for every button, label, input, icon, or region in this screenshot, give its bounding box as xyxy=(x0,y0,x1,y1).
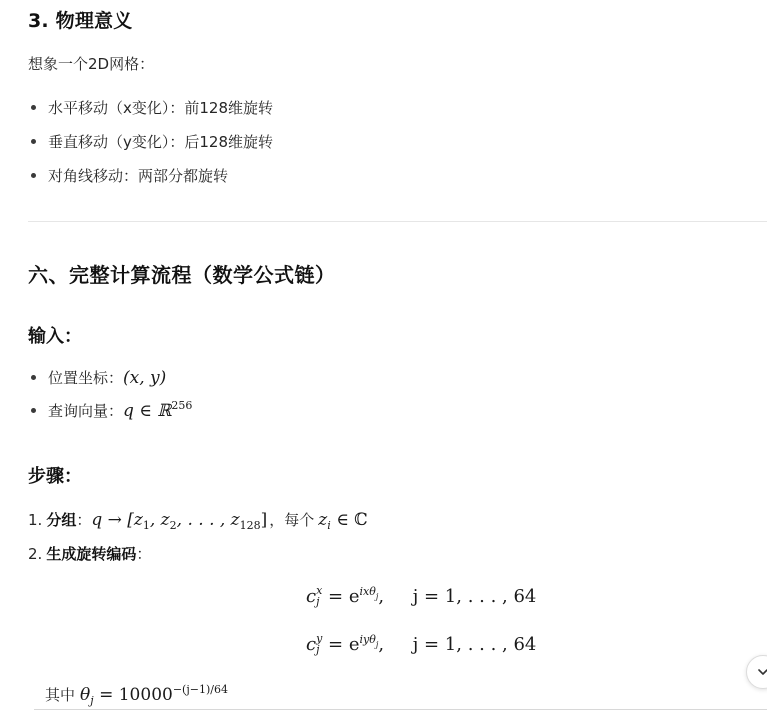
bullet-icon xyxy=(31,173,36,178)
step-colon: ： xyxy=(76,511,92,529)
step-colon: ： xyxy=(136,545,152,563)
list-item xyxy=(31,131,273,152)
where-label: 其中 xyxy=(45,686,76,704)
list-item xyxy=(31,400,192,421)
list-item xyxy=(31,97,273,118)
ordered-list-item xyxy=(28,509,368,530)
bottom-divider xyxy=(34,709,767,710)
ordered-list-item xyxy=(28,543,151,564)
list-item-label: 位置坐标： xyxy=(48,369,124,387)
section-heading-computation-flow: 六、完整计算流程（数学公式链） xyxy=(28,263,336,287)
theta-definition xyxy=(45,684,228,705)
list-item xyxy=(31,367,166,388)
math-expression: (x, y) xyxy=(123,367,167,388)
step-text: ，每个 xyxy=(269,511,315,529)
list-item-text: 对角线移动：两部分都旋转 xyxy=(48,167,229,185)
equation-cy: c y j = $e^{iy\theta}_j$, j = 1, . . . , 64 xyxy=(306,632,537,656)
list-item xyxy=(31,165,228,186)
steps-heading: 步骤： xyxy=(28,466,82,487)
math-expression: $q \to [z_1$, $z_2$, . . . , $z_{128}$] xyxy=(91,510,268,532)
input-heading: 输入： xyxy=(28,326,82,347)
step-title: 分组 xyxy=(46,511,77,529)
list-item-text: 水平移动（x变化）：前128维旋转 xyxy=(48,99,274,117)
math-expression: $\theta_j = 10000^{-(j-1)/64}$ xyxy=(80,682,228,707)
bullet-icon xyxy=(31,408,36,413)
list-item-label: 查询向量： xyxy=(48,402,124,420)
bullet-icon xyxy=(31,375,36,380)
scroll-to-bottom-button[interactable] xyxy=(746,655,767,689)
math-expression: q ∈ ℝ$^{256}$ xyxy=(123,398,193,421)
section-heading-physical-meaning: 3. 物理意义 xyxy=(28,10,133,32)
list-number: 2. xyxy=(28,545,43,563)
list-item-text: 垂直移动（y变化）：后128维旋转 xyxy=(48,133,274,151)
list-number: 1. xyxy=(28,511,43,529)
bullet-icon xyxy=(31,139,36,144)
equation-cx: c x j = $e^{ix\theta}_j$, j = 1, . . . , 64 xyxy=(306,584,537,608)
step-title: 生成旋转编码 xyxy=(46,545,137,563)
bullet-icon xyxy=(31,105,36,110)
math-expression: $z_i$ ∈ ℂ xyxy=(318,510,368,532)
intro-text: 想象一个2D网格： xyxy=(28,55,155,73)
section-divider xyxy=(28,221,767,222)
chevron-down-icon xyxy=(756,665,767,679)
